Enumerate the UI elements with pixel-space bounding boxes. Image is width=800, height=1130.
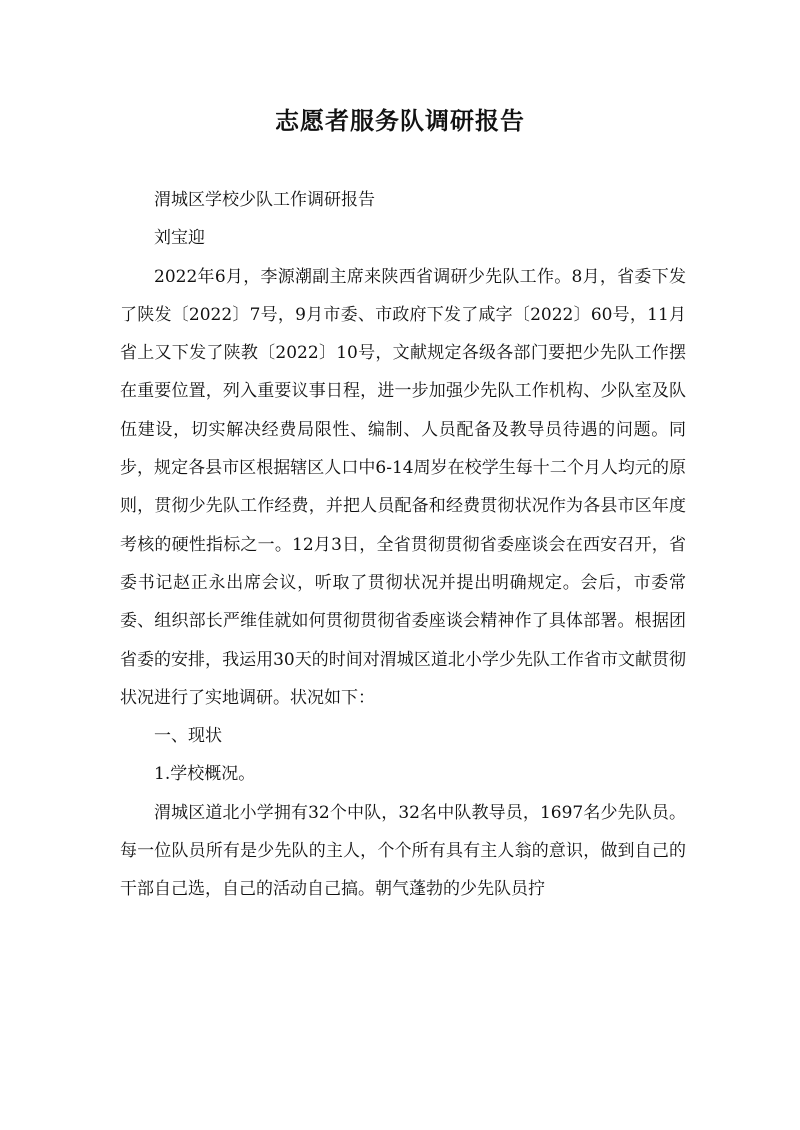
paragraph-background: 2022年6月，李源潮副主席来陕西省调研少先队工作。8月，省委下发了陕发〔2022〕7号，9月市委、市政府下发了咸字〔2022〕60号，11月省上又下发了陕教〔2022〕10号，文献规定各级各部门要把少先队工作摆在重要位置，列入重要议事日程，进一步加强少先队工作机构、少队室及队伍建设，切实解决经费局限性、编制、人员配备及教导员待遇的问题。同步，规定各县市区根据辖区人口中6-14周岁在校学生每十二个月人均元的原则，贯彻少先队工作经费，并把人员配备和经费贯彻状况作为各县市区年度考核的硬性指标之一。12月3日，全省贯彻贯彻省委座谈会在西安召开，省委书记赵正永出席会议，听取了贯彻状况并提出明确规定。会后，市委常委、组织部长严维佳就如何贯彻贯彻省委座谈会精神作了具体部署。根据团省委的安排，我运用30天的时间对渭城区道北小学少先队工作省市文献贯彻状况进行了实地调研。状况如下： bbox=[120, 266, 686, 708]
paragraph-school-overview: 渭城区道北小学拥有32个中队，32名中队教导员，1697名少先队员。每一位队员所有是少先队的主人，个个所有具有主人翁的意识，做到自己的干部自己选，自己的活动自己搞。朝气蓬勃的少先队员拧 bbox=[120, 802, 686, 900]
subsection-heading-school-overview: 1.学校概况。 bbox=[154, 764, 256, 785]
document-title: 志愿者服务队调研报告 bbox=[275, 106, 525, 135]
section-heading-status: 一、现状 bbox=[154, 726, 222, 747]
document-body bbox=[120, 181, 686, 909]
report-subtitle: 渭城区学校少队工作调研报告 bbox=[154, 190, 375, 210]
author-name: 刘宝迎 bbox=[154, 228, 205, 249]
